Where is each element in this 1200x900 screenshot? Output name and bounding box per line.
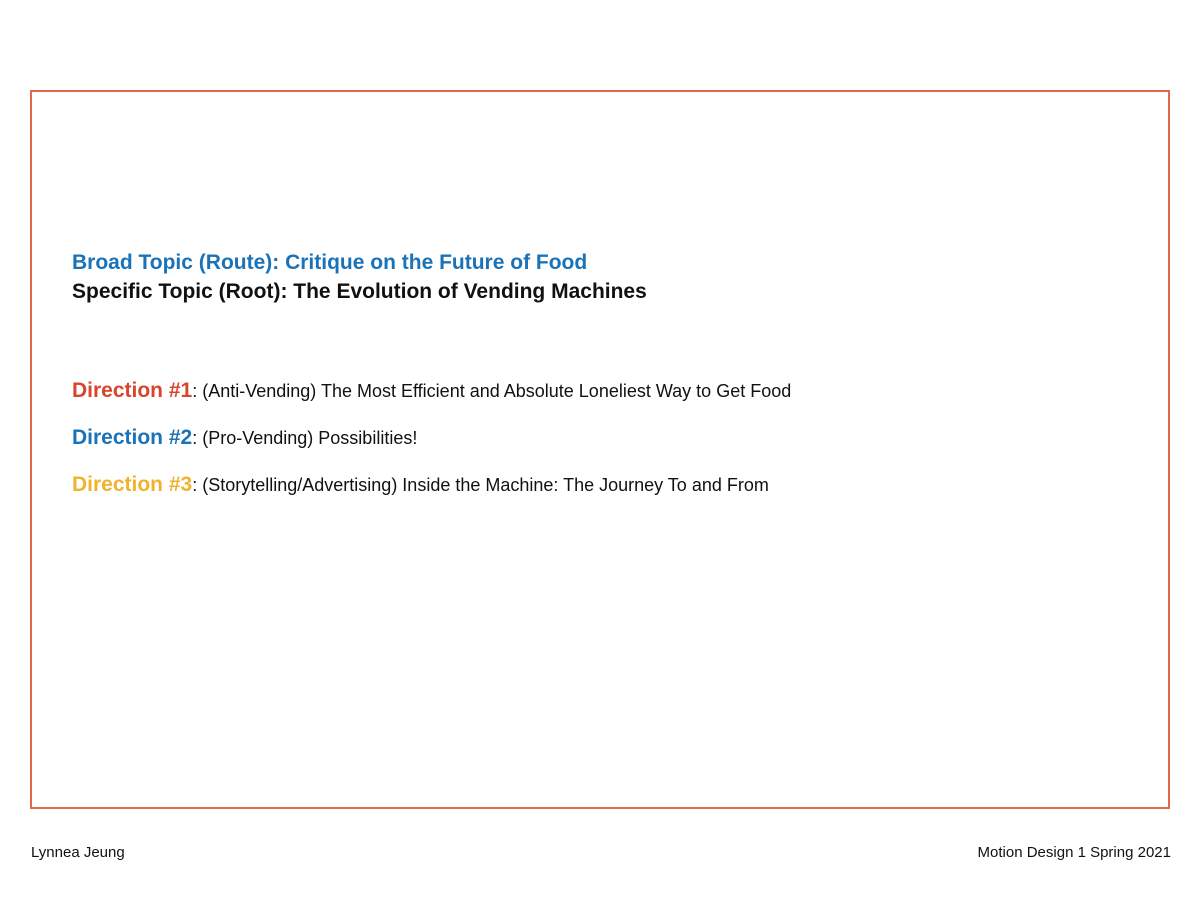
direction-1 — [72, 379, 791, 403]
specific-topic-heading: Specific Topic (Root): The Evolution of Vending Machines — [72, 280, 647, 303]
direction-2 — [72, 426, 417, 450]
footer-author: Lynnea Jeung — [31, 844, 125, 861]
direction-1-text: (Anti-Vending) The Most Efficient and Absolute Loneliest Way to Get Food — [197, 381, 792, 401]
direction-1-label: Direction #1 — [72, 379, 193, 402]
direction-3-label: Direction #3 — [72, 473, 193, 496]
footer-course: Motion Design 1 Spring 2021 — [977, 844, 1171, 861]
direction-1-separator: : — [192, 381, 198, 401]
broad-topic-heading: Broad Topic (Route): Critique on the Future of Food — [72, 251, 588, 274]
direction-2-text: (Pro-Vending) Possibilities! — [197, 428, 418, 448]
direction-3 — [72, 473, 769, 497]
direction-3-separator: : — [192, 475, 198, 495]
direction-2-separator: : — [192, 428, 198, 448]
direction-2-label: Direction #2 — [72, 426, 193, 449]
direction-3-text: (Storytelling/Advertising) Inside the Machine: The Journey To and From — [197, 475, 769, 495]
